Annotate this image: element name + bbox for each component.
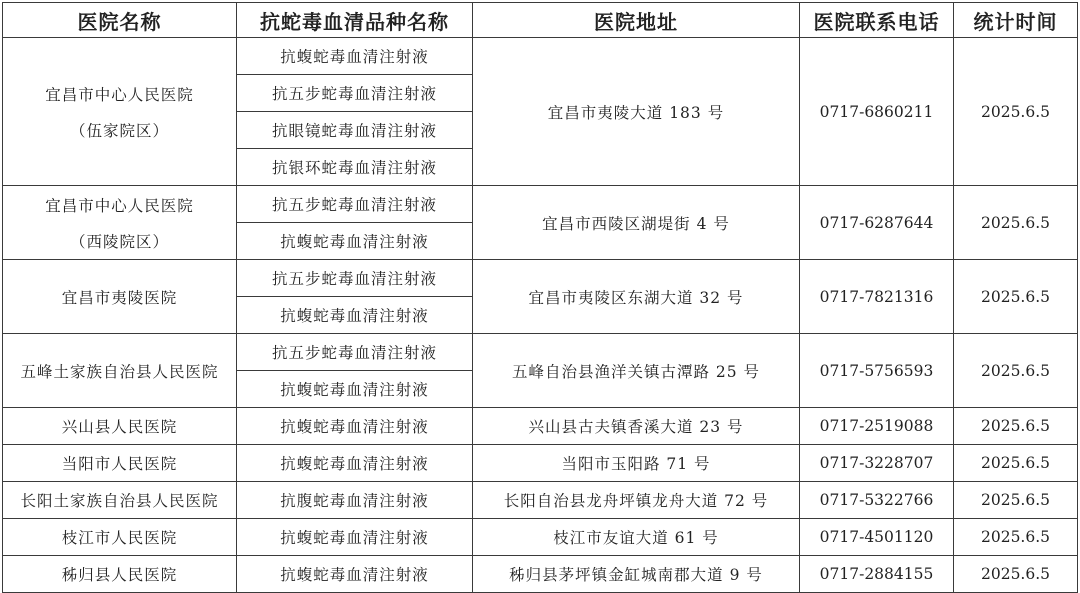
hospital-name-cell: 兴山县人民医院 [3, 408, 237, 445]
statistics-date-cell: 2025.6.5 [954, 519, 1078, 556]
statistics-date-cell: 2025.6.5 [954, 408, 1078, 445]
hospital-phone-cell: 0717-2884155 [800, 556, 954, 593]
statistics-date-cell: 2025.6.5 [954, 38, 1078, 186]
header-row [3, 3, 1078, 38]
hospital-name-cell: 秭归县人民医院 [3, 556, 237, 593]
hospital-name-cell: 长阳土家族自治县人民医院 [3, 482, 237, 519]
table-row [3, 408, 1078, 445]
table-row [3, 334, 1078, 371]
hospital-name-cell: 五峰土家族自治县人民医院 [3, 334, 237, 408]
antivenom-product-cell: 抗五步蛇毒血清注射液 [237, 75, 473, 112]
table-row [3, 556, 1078, 593]
hospital-phone-cell: 0717-4501120 [800, 519, 954, 556]
statistics-date-cell: 2025.6.5 [954, 482, 1078, 519]
table-row [3, 482, 1078, 519]
hospital-phone-cell: 0717-5322766 [800, 482, 954, 519]
hospital-address-cell: 当阳市玉阳路 71 号 [473, 445, 800, 482]
hospital-name-line2: （伍家院区） [69, 121, 169, 140]
hospital-name-line1: 宜昌市中心人民医院 [45, 85, 194, 104]
hospital-phone-cell: 0717-6287644 [800, 186, 954, 260]
hospital-name-line1: 宜昌市中心人民医院 [45, 196, 194, 215]
hospital-phone-cell: 0717-7821316 [800, 260, 954, 334]
hospital-address-cell: 宜昌市夷陵区东湖大道 32 号 [473, 260, 800, 334]
antivenom-product-cell: 抗蝮蛇毒血清注射液 [237, 408, 473, 445]
hospital-address-cell: 长阳自治县龙舟坪镇龙舟大道 72 号 [473, 482, 800, 519]
statistics-date-cell: 2025.6.5 [954, 334, 1078, 408]
hospital-address-cell: 枝江市友谊大道 61 号 [473, 519, 800, 556]
hospital-antivenom-table [2, 2, 1078, 593]
table-header [3, 3, 1078, 38]
hospital-name-cell: 宜昌市夷陵医院 [3, 260, 237, 334]
header-antivenom-type: 抗蛇毒血清品种名称 [237, 3, 473, 38]
header-hospital-address: 医院地址 [473, 3, 800, 38]
antivenom-product-cell: 抗蝮蛇毒血清注射液 [237, 38, 473, 75]
header-hospital-phone: 医院联系电话 [800, 3, 954, 38]
hospital-address-cell: 秭归县茅坪镇金缸城南郡大道 9 号 [473, 556, 800, 593]
hospital-name-line2: （西陵院区） [69, 232, 169, 251]
antivenom-product-cell: 抗蝮蛇毒血清注射液 [237, 297, 473, 334]
header-hospital-name: 医院名称 [3, 3, 237, 38]
antivenom-product-cell: 抗五步蛇毒血清注射液 [237, 186, 473, 223]
hospital-address-cell: 宜昌市夷陵大道 183 号 [473, 38, 800, 186]
table-row [3, 519, 1078, 556]
hospital-address-cell: 五峰自治县渔洋关镇古潭路 25 号 [473, 334, 800, 408]
hospital-address-cell: 宜昌市西陵区湖堤街 4 号 [473, 186, 800, 260]
table-row [3, 260, 1078, 297]
hospital-name-cell [3, 186, 237, 260]
antivenom-product-cell: 抗银环蛇毒血清注射液 [237, 149, 473, 186]
statistics-date-cell: 2025.6.5 [954, 186, 1078, 260]
hospital-phone-cell: 0717-2519088 [800, 408, 954, 445]
antivenom-product-cell: 抗五步蛇毒血清注射液 [237, 260, 473, 297]
hospital-phone-cell: 0717-5756593 [800, 334, 954, 408]
antivenom-product-cell: 抗蝮蛇毒血清注射液 [237, 371, 473, 408]
statistics-date-cell: 2025.6.5 [954, 556, 1078, 593]
table-row [3, 186, 1078, 223]
header-statistics-date: 统计时间 [954, 3, 1078, 38]
hospital-name-cell: 枝江市人民医院 [3, 519, 237, 556]
antivenom-product-cell: 抗眼镜蛇毒血清注射液 [237, 112, 473, 149]
antivenom-product-cell: 抗五步蛇毒血清注射液 [237, 334, 473, 371]
antivenom-product-cell: 抗蝮蛇毒血清注射液 [237, 223, 473, 260]
hospital-phone-cell: 0717-6860211 [800, 38, 954, 186]
antivenom-product-cell: 抗腹蛇毒血清注射液 [237, 482, 473, 519]
antivenom-product-cell: 抗蝮蛇毒血清注射液 [237, 445, 473, 482]
statistics-date-cell: 2025.6.5 [954, 445, 1078, 482]
table-row [3, 445, 1078, 482]
antivenom-product-cell: 抗蝮蛇毒血清注射液 [237, 556, 473, 593]
hospital-phone-cell: 0717-3228707 [800, 445, 954, 482]
hospital-name-cell [3, 38, 237, 186]
table-body [3, 38, 1078, 593]
hospital-address-cell: 兴山县古夫镇香溪大道 23 号 [473, 408, 800, 445]
hospital-name-cell: 当阳市人民医院 [3, 445, 237, 482]
statistics-date-cell: 2025.6.5 [954, 260, 1078, 334]
antivenom-product-cell: 抗蝮蛇毒血清注射液 [237, 519, 473, 556]
table-row [3, 38, 1078, 75]
